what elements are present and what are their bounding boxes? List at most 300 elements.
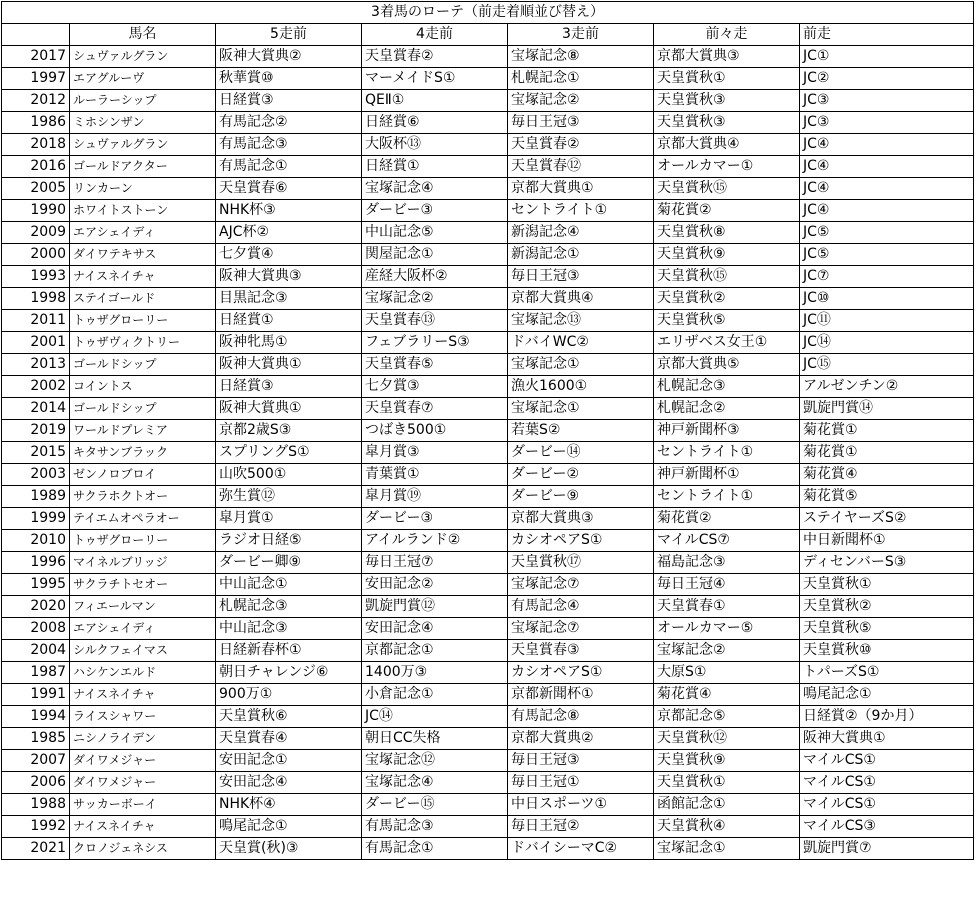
horse-name-cell: ゴールドシップ	[70, 354, 216, 376]
race-3-ago-cell: ドバイシーマC②	[508, 838, 654, 860]
last-race-cell: JC⑪	[800, 310, 974, 332]
last-race-cell: 天皇賞秋⑩	[800, 640, 974, 662]
race-5-ago-cell: 日経賞③	[216, 90, 362, 112]
last-race-cell: 菊花賞①	[800, 420, 974, 442]
race-4-ago-cell: 関屋記念①	[362, 244, 508, 266]
race-4-ago-cell: 日経賞⑥	[362, 112, 508, 134]
horse-name-cell: ゴールドアクター	[70, 156, 216, 178]
race-4-ago-cell: 大阪杯⑬	[362, 134, 508, 156]
year-cell: 2020	[2, 596, 70, 618]
race-3-ago-cell: 宝塚記念①	[508, 398, 654, 420]
race-5-ago-cell: 京都2歳S③	[216, 420, 362, 442]
race-4-ago-cell: 七夕賞③	[362, 376, 508, 398]
race-3-ago-cell: 宝塚記念⑬	[508, 310, 654, 332]
horse-name-cell: エアグルーヴ	[70, 68, 216, 90]
year-cell: 1997	[2, 68, 70, 90]
table-row	[2, 662, 974, 684]
last-race-cell: 凱旋門賞⑦	[800, 838, 974, 860]
race-2-ago-cell: 天皇賞秋⑫	[654, 728, 800, 750]
race-5-ago-cell: 有馬記念①	[216, 156, 362, 178]
last-race-cell: 日経賞②（9か月）	[800, 706, 974, 728]
race-4-ago-cell: 宝塚記念②	[362, 288, 508, 310]
table-row	[2, 200, 974, 222]
table-row	[2, 442, 974, 464]
horse-name-cell: ダイワメジャー	[70, 772, 216, 794]
table-row	[2, 640, 974, 662]
race-4-ago-cell: ダービー⑮	[362, 794, 508, 816]
race-4-ago-cell: 1400万③	[362, 662, 508, 684]
horse-name-cell: シュヴァルグラン	[70, 134, 216, 156]
year-cell: 2003	[2, 464, 70, 486]
year-cell: 1992	[2, 816, 70, 838]
race-2-ago-cell: 天皇賞春①	[654, 596, 800, 618]
race-2-ago-cell: 神戸新聞杯③	[654, 420, 800, 442]
horse-name-cell: ゼンノロブロイ	[70, 464, 216, 486]
horse-name-cell: テイエムオペラオー	[70, 508, 216, 530]
last-race-cell: JC⑤	[800, 244, 974, 266]
race-3-ago-cell: 京都大賞典③	[508, 508, 654, 530]
race-4-ago-cell: 小倉記念①	[362, 684, 508, 706]
race-5-ago-cell: 日経賞③	[216, 376, 362, 398]
last-race-cell: 天皇賞秋②	[800, 596, 974, 618]
race-3-ago-cell: 京都新聞杯①	[508, 684, 654, 706]
race-5-ago-cell: 天皇賞春⑥	[216, 178, 362, 200]
race-4-ago-cell: 天皇賞春⑤	[362, 354, 508, 376]
race-2-ago-cell: 宝塚記念①	[654, 838, 800, 860]
race-3-ago-cell: 天皇賞春⑫	[508, 156, 654, 178]
last-race-cell: マイルCS①	[800, 772, 974, 794]
horse-name-cell: ダイワテキサス	[70, 244, 216, 266]
race-4-ago-cell: ダービー③	[362, 508, 508, 530]
last-race-cell: 菊花賞⑤	[800, 486, 974, 508]
year-cell: 2011	[2, 310, 70, 332]
race-2-ago-cell: 天皇賞秋⑮	[654, 178, 800, 200]
title-row	[2, 2, 974, 24]
last-race-cell: 菊花賞④	[800, 464, 974, 486]
race-2-ago-cell: 京都記念⑤	[654, 706, 800, 728]
table-row	[2, 310, 974, 332]
race-2-ago-cell: 菊花賞②	[654, 200, 800, 222]
race-5-ago-cell: 阪神牝馬①	[216, 332, 362, 354]
horse-name-cell: エアシェイディ	[70, 618, 216, 640]
race-3-ago-cell: 京都大賞典②	[508, 728, 654, 750]
race-5-ago-cell: 皐月賞①	[216, 508, 362, 530]
year-cell: 1989	[2, 486, 70, 508]
race-4-ago-cell: アイルランド②	[362, 530, 508, 552]
race-5-ago-cell: 目黒記念③	[216, 288, 362, 310]
year-cell: 1996	[2, 552, 70, 574]
table-row	[2, 772, 974, 794]
race-5-ago-cell: 天皇賞(秋)③	[216, 838, 362, 860]
race-5-ago-cell: 有馬記念③	[216, 134, 362, 156]
race-2-ago-cell: マイルCS⑦	[654, 530, 800, 552]
race-2-ago-cell: 天皇賞秋①	[654, 772, 800, 794]
race-4-ago-cell: 宝塚記念⑫	[362, 750, 508, 772]
table-row	[2, 420, 974, 442]
race-4-ago-cell: 天皇賞春②	[362, 46, 508, 68]
table-row	[2, 288, 974, 310]
race-2-ago-cell: オールカマー⑤	[654, 618, 800, 640]
horse-name-cell: ゴールドシップ	[70, 398, 216, 420]
race-4-ago-cell: 安田記念④	[362, 618, 508, 640]
race-4-ago-cell: マーメイドS①	[362, 68, 508, 90]
last-race-cell: JC⑭	[800, 332, 974, 354]
last-race-cell: マイルCS③	[800, 816, 974, 838]
table-row	[2, 794, 974, 816]
race-2-ago-cell: 宝塚記念②	[654, 640, 800, 662]
last-race-cell: 中日新聞杯①	[800, 530, 974, 552]
table-row	[2, 68, 974, 90]
race-5-ago-cell: 阪神大賞典①	[216, 354, 362, 376]
race-5-ago-cell: 日経新春杯①	[216, 640, 362, 662]
race-3-ago-cell: 宝塚記念①	[508, 354, 654, 376]
last-race-cell: JC⑮	[800, 354, 974, 376]
race-2-ago-cell: セントライト①	[654, 442, 800, 464]
year-cell: 1985	[2, 728, 70, 750]
race-3-ago-cell: 京都大賞典④	[508, 288, 654, 310]
table-row	[2, 838, 974, 860]
race-4-ago-cell: QEⅡ①	[362, 90, 508, 112]
race-2-ago-cell: 京都大賞典④	[654, 134, 800, 156]
table-row	[2, 596, 974, 618]
table-row	[2, 684, 974, 706]
table-title: 3着馬のローテ（前走着順並び替え）	[2, 2, 974, 24]
horse-name-cell: ダイワメジャー	[70, 750, 216, 772]
race-5-ago-cell: 中山記念③	[216, 618, 362, 640]
race-2-ago-cell: 福島記念③	[654, 552, 800, 574]
race-2-ago-cell: 菊花賞②	[654, 508, 800, 530]
race-4-ago-cell: フェブラリーS③	[362, 332, 508, 354]
last-race-cell: JC④	[800, 200, 974, 222]
race-2-ago-cell: 大原S①	[654, 662, 800, 684]
table-row	[2, 354, 974, 376]
race-4-ago-cell: ダービー③	[362, 200, 508, 222]
last-race-cell: JC②	[800, 68, 974, 90]
table-row	[2, 508, 974, 530]
race-3-ago-cell: 新潟記念①	[508, 244, 654, 266]
table-row	[2, 134, 974, 156]
horse-name-cell: ホワイトストーン	[70, 200, 216, 222]
horse-name-cell: トゥザグローリー	[70, 310, 216, 332]
last-race-cell: トパーズS①	[800, 662, 974, 684]
horse-name-cell: ルーラーシップ	[70, 90, 216, 112]
race-4-ago-cell: 皐月賞⑲	[362, 486, 508, 508]
race-2-ago-cell: 天皇賞秋⑮	[654, 266, 800, 288]
last-race-cell: アルゼンチン②	[800, 376, 974, 398]
year-cell: 1998	[2, 288, 70, 310]
last-race-cell: マイルCS①	[800, 750, 974, 772]
horse-name-cell: エアシェイディ	[70, 222, 216, 244]
race-5-ago-cell: NHK杯④	[216, 794, 362, 816]
table-row	[2, 112, 974, 134]
race-5-ago-cell: 天皇賞秋⑥	[216, 706, 362, 728]
race-3-ago-cell: ダービー⑨	[508, 486, 654, 508]
header-last-race: 前走	[800, 24, 974, 46]
race-3-ago-cell: 新潟記念④	[508, 222, 654, 244]
race-3-ago-cell: 漁火1600①	[508, 376, 654, 398]
year-cell: 1986	[2, 112, 70, 134]
year-cell: 2010	[2, 530, 70, 552]
year-cell: 1991	[2, 684, 70, 706]
horse-name-cell: シルクフェイマス	[70, 640, 216, 662]
table-row	[2, 332, 974, 354]
race-4-ago-cell: 毎日王冠⑦	[362, 552, 508, 574]
horse-name-cell: ナイスネイチャ	[70, 684, 216, 706]
horse-name-cell: ミホシンザン	[70, 112, 216, 134]
race-5-ago-cell: 鳴尾記念①	[216, 816, 362, 838]
horse-name-cell: トゥザヴィクトリー	[70, 332, 216, 354]
race-5-ago-cell: 朝日チャレンジ⑥	[216, 662, 362, 684]
header-horse-name: 馬名	[70, 24, 216, 46]
table-row	[2, 706, 974, 728]
race-3-ago-cell: ドバイWC②	[508, 332, 654, 354]
race-4-ago-cell: 有馬記念③	[362, 816, 508, 838]
header-row	[2, 24, 974, 46]
race-4-ago-cell: 朝日CC失格	[362, 728, 508, 750]
horse-name-cell: リンカーン	[70, 178, 216, 200]
horse-name-cell: マイネルブリッジ	[70, 552, 216, 574]
year-cell: 1999	[2, 508, 70, 530]
race-3-ago-cell: ダービー⑭	[508, 442, 654, 464]
table-row	[2, 90, 974, 112]
race-3-ago-cell: 札幌記念①	[508, 68, 654, 90]
race-2-ago-cell: 毎日王冠④	[654, 574, 800, 596]
race-5-ago-cell: 阪神大賞典③	[216, 266, 362, 288]
header-2-races-ago: 前々走	[654, 24, 800, 46]
horse-name-cell: ナイスネイチャ	[70, 266, 216, 288]
last-race-cell: JC③	[800, 112, 974, 134]
race-5-ago-cell: 札幌記念③	[216, 596, 362, 618]
race-4-ago-cell: 有馬記念①	[362, 838, 508, 860]
year-cell: 1988	[2, 794, 70, 816]
year-cell: 2000	[2, 244, 70, 266]
last-race-cell: ディセンバーS③	[800, 552, 974, 574]
table-row	[2, 156, 974, 178]
race-3-ago-cell: カシオペアS①	[508, 662, 654, 684]
race-5-ago-cell: 安田記念①	[216, 750, 362, 772]
table-row	[2, 178, 974, 200]
table-row	[2, 552, 974, 574]
race-3-ago-cell: 中日スポーツ①	[508, 794, 654, 816]
race-4-ago-cell: 宝塚記念④	[362, 178, 508, 200]
year-cell: 2006	[2, 772, 70, 794]
race-3-ago-cell: 有馬記念⑧	[508, 706, 654, 728]
table-row	[2, 574, 974, 596]
race-3-ago-cell: 宝塚記念⑦	[508, 618, 654, 640]
race-2-ago-cell: 京都大賞典⑤	[654, 354, 800, 376]
race-4-ago-cell: 中山記念⑤	[362, 222, 508, 244]
race-5-ago-cell: AJC杯②	[216, 222, 362, 244]
horse-name-cell: ニシノライデン	[70, 728, 216, 750]
race-3-ago-cell: 毎日王冠③	[508, 266, 654, 288]
race-5-ago-cell: 七夕賞④	[216, 244, 362, 266]
year-cell: 2007	[2, 750, 70, 772]
table-row	[2, 530, 974, 552]
year-cell: 2019	[2, 420, 70, 442]
race-4-ago-cell: つばき500①	[362, 420, 508, 442]
rotation-table	[1, 1, 974, 860]
race-3-ago-cell: 宝塚記念⑦	[508, 574, 654, 596]
race-3-ago-cell: 毎日王冠③	[508, 112, 654, 134]
race-2-ago-cell: 神戸新聞杯①	[654, 464, 800, 486]
year-cell: 1995	[2, 574, 70, 596]
year-cell: 2004	[2, 640, 70, 662]
horse-name-cell: フィエールマン	[70, 596, 216, 618]
last-race-cell: ステイヤーズS②	[800, 508, 974, 530]
race-4-ago-cell: 産経大阪杯②	[362, 266, 508, 288]
header-year	[2, 24, 70, 46]
last-race-cell: 凱旋門賞⑭	[800, 398, 974, 420]
year-cell: 2013	[2, 354, 70, 376]
race-3-ago-cell: ダービー②	[508, 464, 654, 486]
race-5-ago-cell: 900万①	[216, 684, 362, 706]
race-2-ago-cell: 天皇賞秋①	[654, 68, 800, 90]
race-2-ago-cell: 天皇賞秋⑨	[654, 750, 800, 772]
race-3-ago-cell: 天皇賞春③	[508, 640, 654, 662]
race-4-ago-cell: 天皇賞春⑦	[362, 398, 508, 420]
last-race-cell: JC⑩	[800, 288, 974, 310]
race-4-ago-cell: 青葉賞①	[362, 464, 508, 486]
last-race-cell: JC①	[800, 46, 974, 68]
last-race-cell: JC⑦	[800, 266, 974, 288]
race-3-ago-cell: セントライト①	[508, 200, 654, 222]
race-4-ago-cell: 安田記念②	[362, 574, 508, 596]
horse-name-cell: キタサンブラック	[70, 442, 216, 464]
horse-name-cell: ライスシャワー	[70, 706, 216, 728]
race-4-ago-cell: 天皇賞春⑬	[362, 310, 508, 332]
horse-name-cell: サッカーボーイ	[70, 794, 216, 816]
table-row	[2, 486, 974, 508]
header-4-races-ago: 4走前	[362, 24, 508, 46]
race-3-ago-cell: 毎日王冠③	[508, 750, 654, 772]
table-row	[2, 728, 974, 750]
race-4-ago-cell: 日経賞①	[362, 156, 508, 178]
race-4-ago-cell: 凱旋門賞⑫	[362, 596, 508, 618]
year-cell: 2008	[2, 618, 70, 640]
race-3-ago-cell: 毎日王冠①	[508, 772, 654, 794]
horse-name-cell: ワールドプレミア	[70, 420, 216, 442]
header-5-races-ago: 5走前	[216, 24, 362, 46]
last-race-cell: マイルCS①	[800, 794, 974, 816]
race-2-ago-cell: オールカマー①	[654, 156, 800, 178]
race-2-ago-cell: 天皇賞秋③	[654, 112, 800, 134]
race-2-ago-cell: 天皇賞秋⑤	[654, 310, 800, 332]
horse-name-cell: コイントス	[70, 376, 216, 398]
race-2-ago-cell: 天皇賞秋③	[654, 90, 800, 112]
table-row	[2, 398, 974, 420]
race-5-ago-cell: NHK杯③	[216, 200, 362, 222]
race-3-ago-cell: 天皇賞秋⑰	[508, 552, 654, 574]
table-row	[2, 618, 974, 640]
race-5-ago-cell: 天皇賞春④	[216, 728, 362, 750]
last-race-cell: 鳴尾記念①	[800, 684, 974, 706]
year-cell: 2001	[2, 332, 70, 354]
horse-name-cell: シュヴァルグラン	[70, 46, 216, 68]
horse-name-cell: サクラホクトオー	[70, 486, 216, 508]
last-race-cell: JC⑤	[800, 222, 974, 244]
last-race-cell: JC④	[800, 156, 974, 178]
year-cell: 2021	[2, 838, 70, 860]
last-race-cell: JC④	[800, 134, 974, 156]
race-3-ago-cell: 毎日王冠②	[508, 816, 654, 838]
year-cell: 2014	[2, 398, 70, 420]
race-3-ago-cell: 宝塚記念②	[508, 90, 654, 112]
year-cell: 2016	[2, 156, 70, 178]
race-3-ago-cell: 天皇賞春②	[508, 134, 654, 156]
year-cell: 2018	[2, 134, 70, 156]
race-5-ago-cell: 有馬記念②	[216, 112, 362, 134]
race-5-ago-cell: 安田記念④	[216, 772, 362, 794]
header-3-races-ago: 3走前	[508, 24, 654, 46]
table-row	[2, 266, 974, 288]
race-2-ago-cell: 天皇賞秋④	[654, 816, 800, 838]
race-2-ago-cell: 天皇賞秋⑨	[654, 244, 800, 266]
year-cell: 2017	[2, 46, 70, 68]
race-2-ago-cell: セントライト①	[654, 486, 800, 508]
race-2-ago-cell: エリザベス女王①	[654, 332, 800, 354]
horse-name-cell: クロノジェネシス	[70, 838, 216, 860]
last-race-cell: JC③	[800, 90, 974, 112]
year-cell: 1994	[2, 706, 70, 728]
race-2-ago-cell: 札幌記念②	[654, 398, 800, 420]
year-cell: 2002	[2, 376, 70, 398]
horse-name-cell: ハシケンエルド	[70, 662, 216, 684]
horse-name-cell: トゥザグローリー	[70, 530, 216, 552]
race-5-ago-cell: スプリングS①	[216, 442, 362, 464]
race-4-ago-cell: JC⑭	[362, 706, 508, 728]
year-cell: 2012	[2, 90, 70, 112]
year-cell: 1993	[2, 266, 70, 288]
race-5-ago-cell: ラジオ日経⑤	[216, 530, 362, 552]
last-race-cell: 天皇賞秋①	[800, 574, 974, 596]
race-4-ago-cell: 皐月賞③	[362, 442, 508, 464]
horse-name-cell: ステイゴールド	[70, 288, 216, 310]
table-row	[2, 376, 974, 398]
horse-name-cell: ナイスネイチャ	[70, 816, 216, 838]
table-row	[2, 816, 974, 838]
table-row	[2, 46, 974, 68]
year-cell: 2005	[2, 178, 70, 200]
race-3-ago-cell: 有馬記念④	[508, 596, 654, 618]
race-3-ago-cell: 宝塚記念⑧	[508, 46, 654, 68]
horse-name-cell: サクラチトセオー	[70, 574, 216, 596]
race-5-ago-cell: 弥生賞⑫	[216, 486, 362, 508]
table-body	[2, 46, 974, 860]
race-5-ago-cell: 秋華賞⑩	[216, 68, 362, 90]
race-5-ago-cell: 阪神大賞典①	[216, 398, 362, 420]
race-2-ago-cell: 天皇賞秋⑧	[654, 222, 800, 244]
race-3-ago-cell: カシオペアS①	[508, 530, 654, 552]
race-5-ago-cell: 日経賞①	[216, 310, 362, 332]
race-5-ago-cell: 阪神大賞典②	[216, 46, 362, 68]
last-race-cell: JC④	[800, 178, 974, 200]
race-2-ago-cell: 菊花賞④	[654, 684, 800, 706]
last-race-cell: 天皇賞秋⑤	[800, 618, 974, 640]
race-5-ago-cell: ダービー卿⑨	[216, 552, 362, 574]
race-5-ago-cell: 中山記念①	[216, 574, 362, 596]
year-cell: 2015	[2, 442, 70, 464]
race-2-ago-cell: 函館記念①	[654, 794, 800, 816]
table-row	[2, 464, 974, 486]
table-row	[2, 244, 974, 266]
year-cell: 2009	[2, 222, 70, 244]
race-3-ago-cell: 若葉S②	[508, 420, 654, 442]
year-cell: 1990	[2, 200, 70, 222]
race-4-ago-cell: 宝塚記念④	[362, 772, 508, 794]
race-5-ago-cell: 山吹500①	[216, 464, 362, 486]
table-row	[2, 222, 974, 244]
table-row	[2, 750, 974, 772]
